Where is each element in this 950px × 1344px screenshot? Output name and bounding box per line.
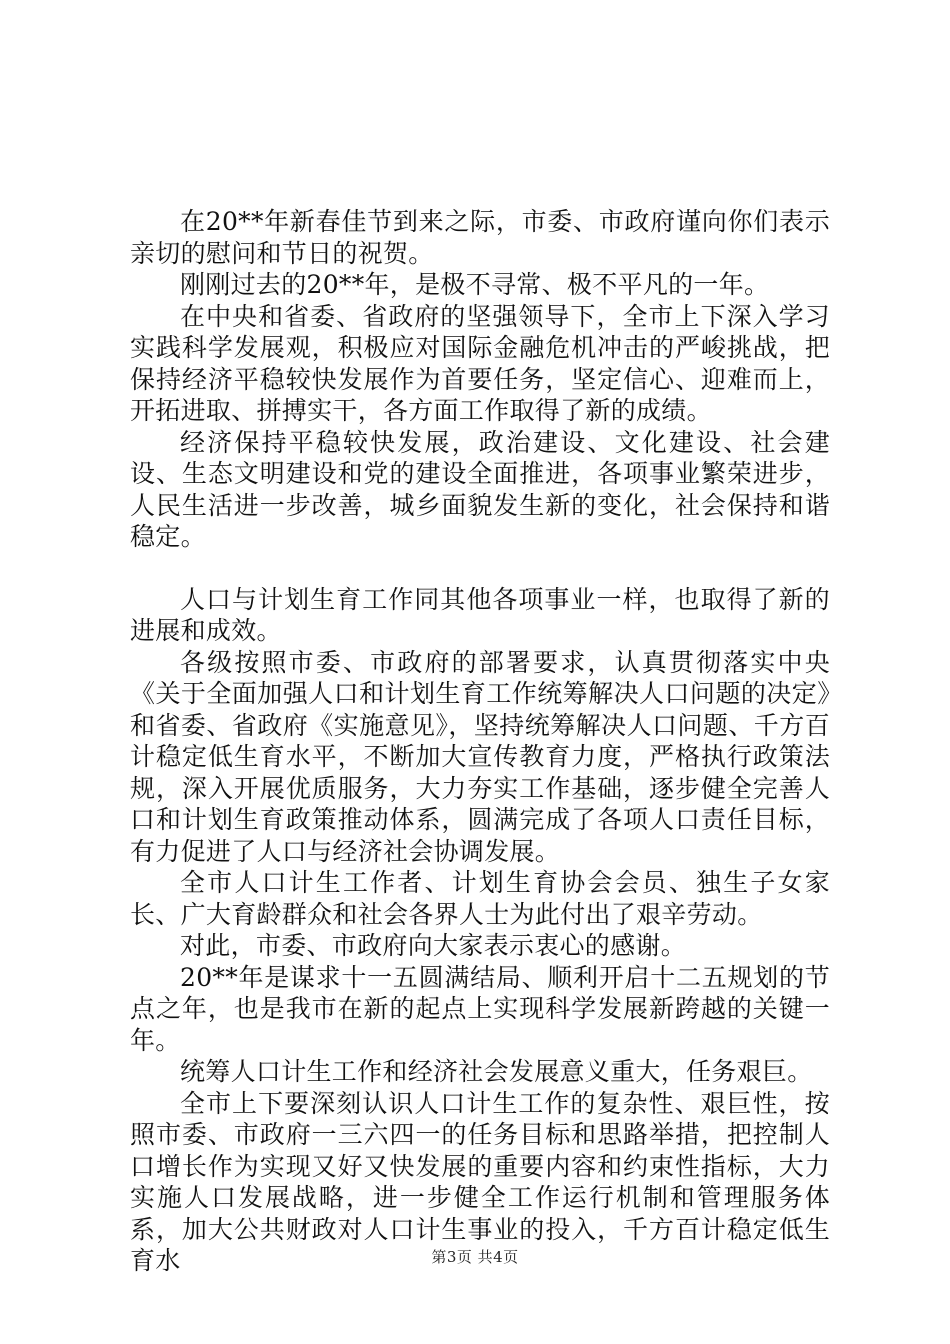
paragraph-leadership: 在中央和省委、省政府的坚强领导下，全市上下深入学习实践科学发展观，积极应对国际金融危机冲击的严峻挑战，把保持经济平稳较快发展作为首要任务，坚定信心、迎难而上，开拓进取、拼搏实干，各方面工作取得了新的成绩。 xyxy=(130,301,830,425)
paragraph-economy: 经济保持平稳较快发展，政治建设、文化建设、社会建设、生态文明建设和党的建设全面推进，各项事业繁荣进步，人民生活进一步改善，城乡面貌发生新的变化，社会保持和谐稳定。 xyxy=(130,427,830,551)
paragraph-workers: 全市人口计生工作者、计划生育协会会员、独生子女家长、广大育龄群众和社会各界人士为此付出了艰辛劳动。 xyxy=(130,868,830,929)
paragraph-population-progress: 人口与计划生育工作同其他各项事业一样，也取得了新的进展和成效。 xyxy=(130,584,830,645)
paragraph-requirements: 全市上下要深刻认识人口计生工作的复杂性、艰巨性，按照市委、市政府一三六四一的任务目标和思路举措，把控制人口增长作为实现又好又快发展的重要内容和约束性指标，大力实施人口发展战略，进一步健全工作运行机制和管理服务体系，加大公共财政对人口计生事业的投入，千方百计稳定低生育水 xyxy=(130,1088,830,1275)
paragraph-key-year: 20**年是谋求十一五圆满结局、顺利开启十二五规划的节点之年，也是我市在新的起点上实现科学发展新跨越的关键一年。 xyxy=(130,962,830,1055)
page-number-footer: 第3页 共4页 xyxy=(431,1248,519,1266)
paragraph-thanks: 对此，市委、市政府向大家表示衷心的感谢。 xyxy=(180,931,687,960)
document-body xyxy=(130,206,830,1277)
paragraph-implementation: 各级按照市委、市政府的部署要求，认真贯彻落实中央《关于全面加强人口和计划生育工作统筹解决人口问题的决定》和省委、省政府《实施意见》，坚持统筹解决人口问题、千方百计稳定低生育水平，不断加大宣传教育力度，严格执行政策法规，深入开展优质服务，大力夯实工作基础，逐步健全完善人口和计划生育政策推动体系，圆满完成了各项人口责任目标，有力促进了人口与经济社会协调发展。 xyxy=(130,647,830,866)
paragraph-greeting: 在20**年新春佳节到来之际，市委、市政府谨向你们表示亲切的慰问和节日的祝贺。 xyxy=(130,207,830,268)
paragraph-past-year: 刚刚过去的20**年，是极不寻常、极不平凡的一年。 xyxy=(180,270,770,299)
paragraph-significance: 统筹人口计生工作和经济社会发展意义重大，任务艰巨。 xyxy=(180,1057,813,1086)
